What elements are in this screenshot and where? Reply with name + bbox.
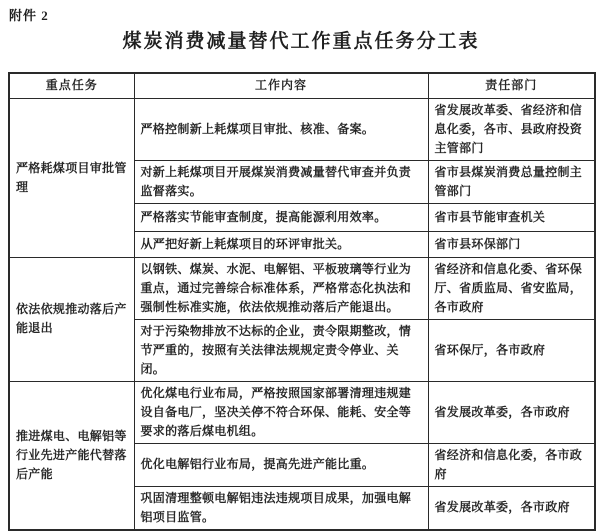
header-row	[9, 73, 595, 98]
work-content: 巩固清理整顿电解铝违法违规项目成果，加强电解铝项目监管。	[134, 486, 428, 530]
work-content: 对于污染物排放不达标的企业，责令限期整改，情节严重的，按照有关法律法规规定责令停业、关闭。	[134, 319, 428, 381]
responsible-department: 省经济和信息化委，各市政府	[428, 443, 595, 486]
table-row	[9, 98, 595, 160]
work-content: 从严把好新上耗煤项目的环评审批关。	[134, 231, 428, 257]
work-content: 严格控制新上耗煤项目审批、核准、备案。	[134, 98, 428, 160]
task-group-capacity-exit: 依法依规推动落后产能退出	[9, 257, 134, 381]
responsible-department: 省环保厅，各市政府	[428, 319, 595, 381]
table-row	[9, 257, 595, 319]
task-division-table	[8, 72, 596, 531]
responsible-department: 省市县环保部门	[428, 231, 595, 257]
task-group-advanced-capacity: 推进煤电、电解铝等行业先进产能代替落后产能	[9, 381, 134, 530]
work-content: 以钢铁、煤炭、水泥、电解铝、平板玻璃等行业为重点，通过完善综合标准体系，严格常态化执法和强制性标准实施，依法依规推动落后产能退出。	[134, 257, 428, 319]
task-group-approval: 严格耗煤项目审批管理	[9, 98, 134, 257]
work-content: 严格落实节能审查制度，提高能源利用效率。	[134, 203, 428, 231]
col-header-content: 工作内容	[134, 73, 428, 98]
work-content: 优化煤电行业布局，严格按照国家部署清理违规建设自备电厂，坚决关停不符合环保、能耗、安全等要求的落后煤电机组。	[134, 381, 428, 443]
attachment-label: 附件 2	[9, 8, 49, 23]
responsible-department: 省发展改革委，各市政府	[428, 381, 595, 443]
work-content: 对新上耗煤项目开展煤炭消费减量替代审查并负责监督落实。	[134, 160, 428, 203]
work-content: 优化电解铝行业布局，提高先进产能比重。	[134, 443, 428, 486]
responsible-department: 省发展改革委、省经济和信息化委，各市、县政府投资主管部门	[428, 98, 595, 160]
col-header-department: 责任部门	[428, 73, 595, 98]
responsible-department: 省市县节能审查机关	[428, 203, 595, 231]
responsible-department: 省经济和信息化委、省环保厅、省质监局、省安监局，各市政府	[428, 257, 595, 319]
col-header-task: 重点任务	[9, 73, 134, 98]
responsible-department: 省市县煤炭消费总量控制主管部门	[428, 160, 595, 203]
table-row	[9, 381, 595, 443]
page-title: 煤炭消费减量替代工作重点任务分工表	[122, 31, 480, 52]
responsible-department: 省发展改革委，各市政府	[428, 486, 595, 530]
